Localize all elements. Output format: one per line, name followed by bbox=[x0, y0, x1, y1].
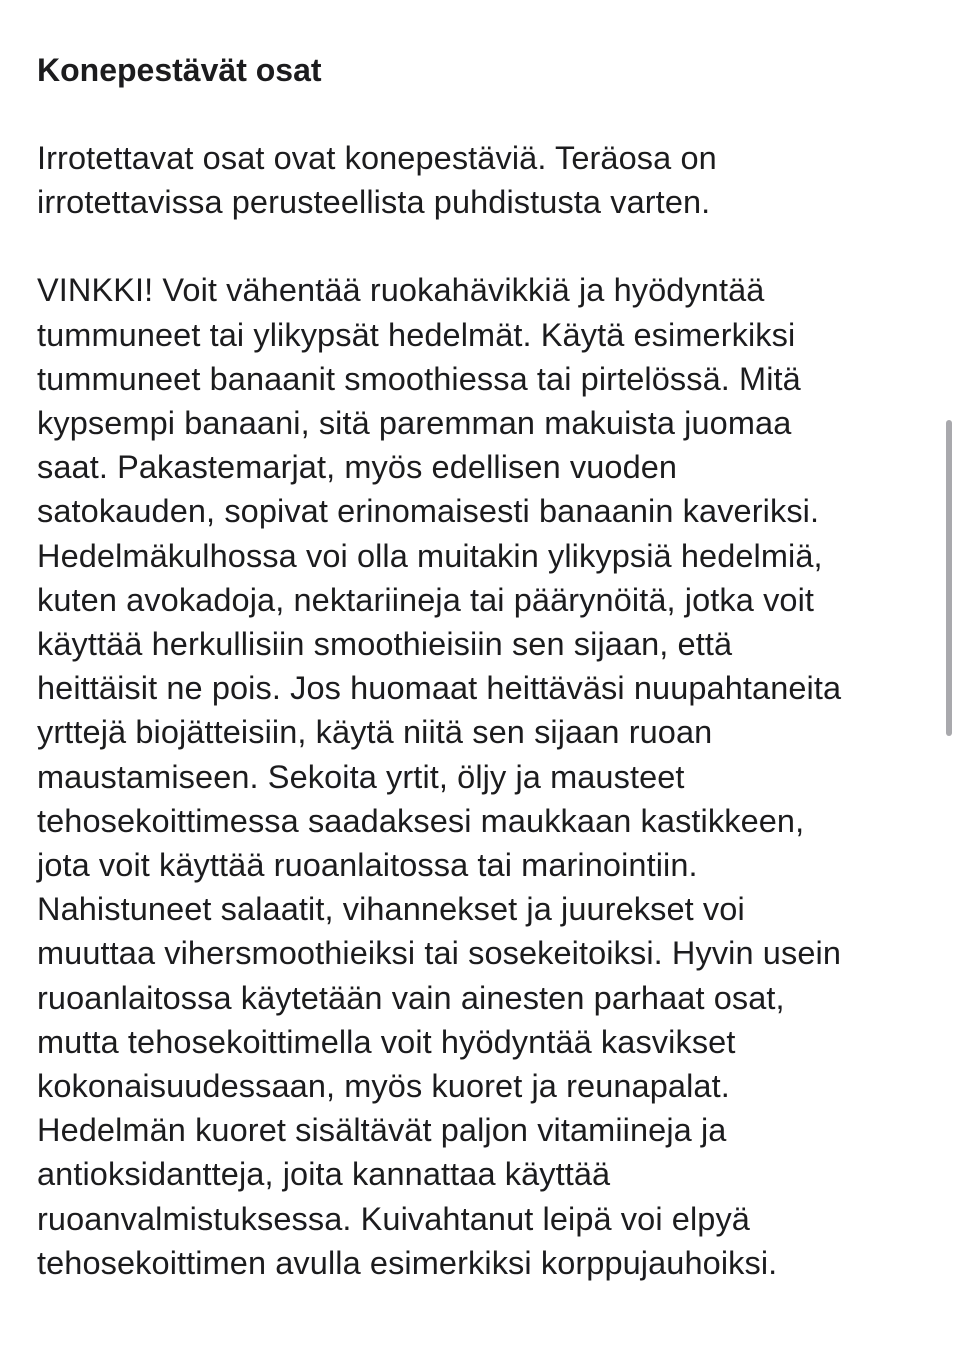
text-line: yrttejä biojätteisiin, käytä niitä sen sijaan ruoan bbox=[37, 714, 713, 751]
text-line: kokonaisuudessaan, myös kuoret ja reunapalat. bbox=[37, 1068, 730, 1105]
section-heading: Konepestävät osat bbox=[37, 52, 322, 88]
text-line: satokauden, sopivat erinomaisesti banaanin kaveriksi. bbox=[37, 493, 820, 530]
scrollbar-thumb[interactable] bbox=[946, 420, 952, 736]
text-line: antioksidantteja, joita kannattaa käyttää bbox=[37, 1156, 611, 1193]
text-line: irrotettavissa perusteellista puhdistusta varten. bbox=[37, 184, 711, 221]
text-line: kypsempi banaani, sitä paremman makuista juomaa bbox=[37, 405, 792, 442]
text-line: Irrotettavat osat ovat konepestäviä. Teräosa on bbox=[37, 140, 717, 176]
paragraph-tip bbox=[37, 268, 937, 1285]
text-line: tummuneet tai ylikypsät hedelmät. Käytä esimerkiksi bbox=[37, 316, 796, 353]
text-line: kuten avokadoja, nektariineja tai päärynöitä, jotka voit bbox=[37, 581, 815, 618]
vertical-scrollbar[interactable] bbox=[940, 0, 960, 1348]
text-line: ruoanvalmistuksessa. Kuivahtanut leipä voi elpyä bbox=[37, 1200, 750, 1237]
paragraph-machine-washable bbox=[37, 136, 937, 224]
text-line: ruoanlaitossa käytetään vain ainesten parhaat osat, bbox=[37, 979, 785, 1016]
text-line: Hedelmän kuoret sisältävät paljon vitamiineja ja bbox=[37, 1112, 727, 1149]
text-line: mutta tehosekoittimella voit hyödyntää kasvikset bbox=[37, 1023, 736, 1060]
text-line: käyttää herkullisiin smoothieisiin sen sijaan, että bbox=[37, 626, 733, 663]
text-line: tehosekoittimessa saadaksesi maukkaan kastikkeen, bbox=[37, 802, 805, 839]
text-line: jota voit käyttää ruoanlaitossa tai marinointiin. bbox=[37, 847, 698, 884]
text-line: heittäisit ne pois. Jos huomaat heittäväsi nuupahtaneita bbox=[37, 670, 842, 707]
text-line: tehosekoittimen avulla esimerkiksi korppujauhoiksi. bbox=[37, 1244, 778, 1281]
document-body bbox=[37, 48, 937, 1285]
text-line: maustamiseen. Sekoita yrtit, öljy ja mausteet bbox=[37, 758, 685, 795]
text-line: saat. Pakastemarjat, myös edellisen vuoden bbox=[37, 449, 678, 486]
text-line: Nahistuneet salaatit, vihannekset ja juurekset voi bbox=[37, 891, 745, 928]
text-line: Hedelmäkulhossa voi olla muitakin ylikypsiä hedelmiä, bbox=[37, 537, 823, 574]
text-line: tummuneet banaanit smoothiessa tai pirtelössä. Mitä bbox=[37, 360, 801, 397]
text-line: VINKKI! Voit vähentää ruokahävikkiä ja hyödyntää bbox=[37, 272, 765, 309]
text-line: muuttaa vihersmoothieiksi tai sosekeitoiksi. Hyvin usein bbox=[37, 935, 841, 972]
